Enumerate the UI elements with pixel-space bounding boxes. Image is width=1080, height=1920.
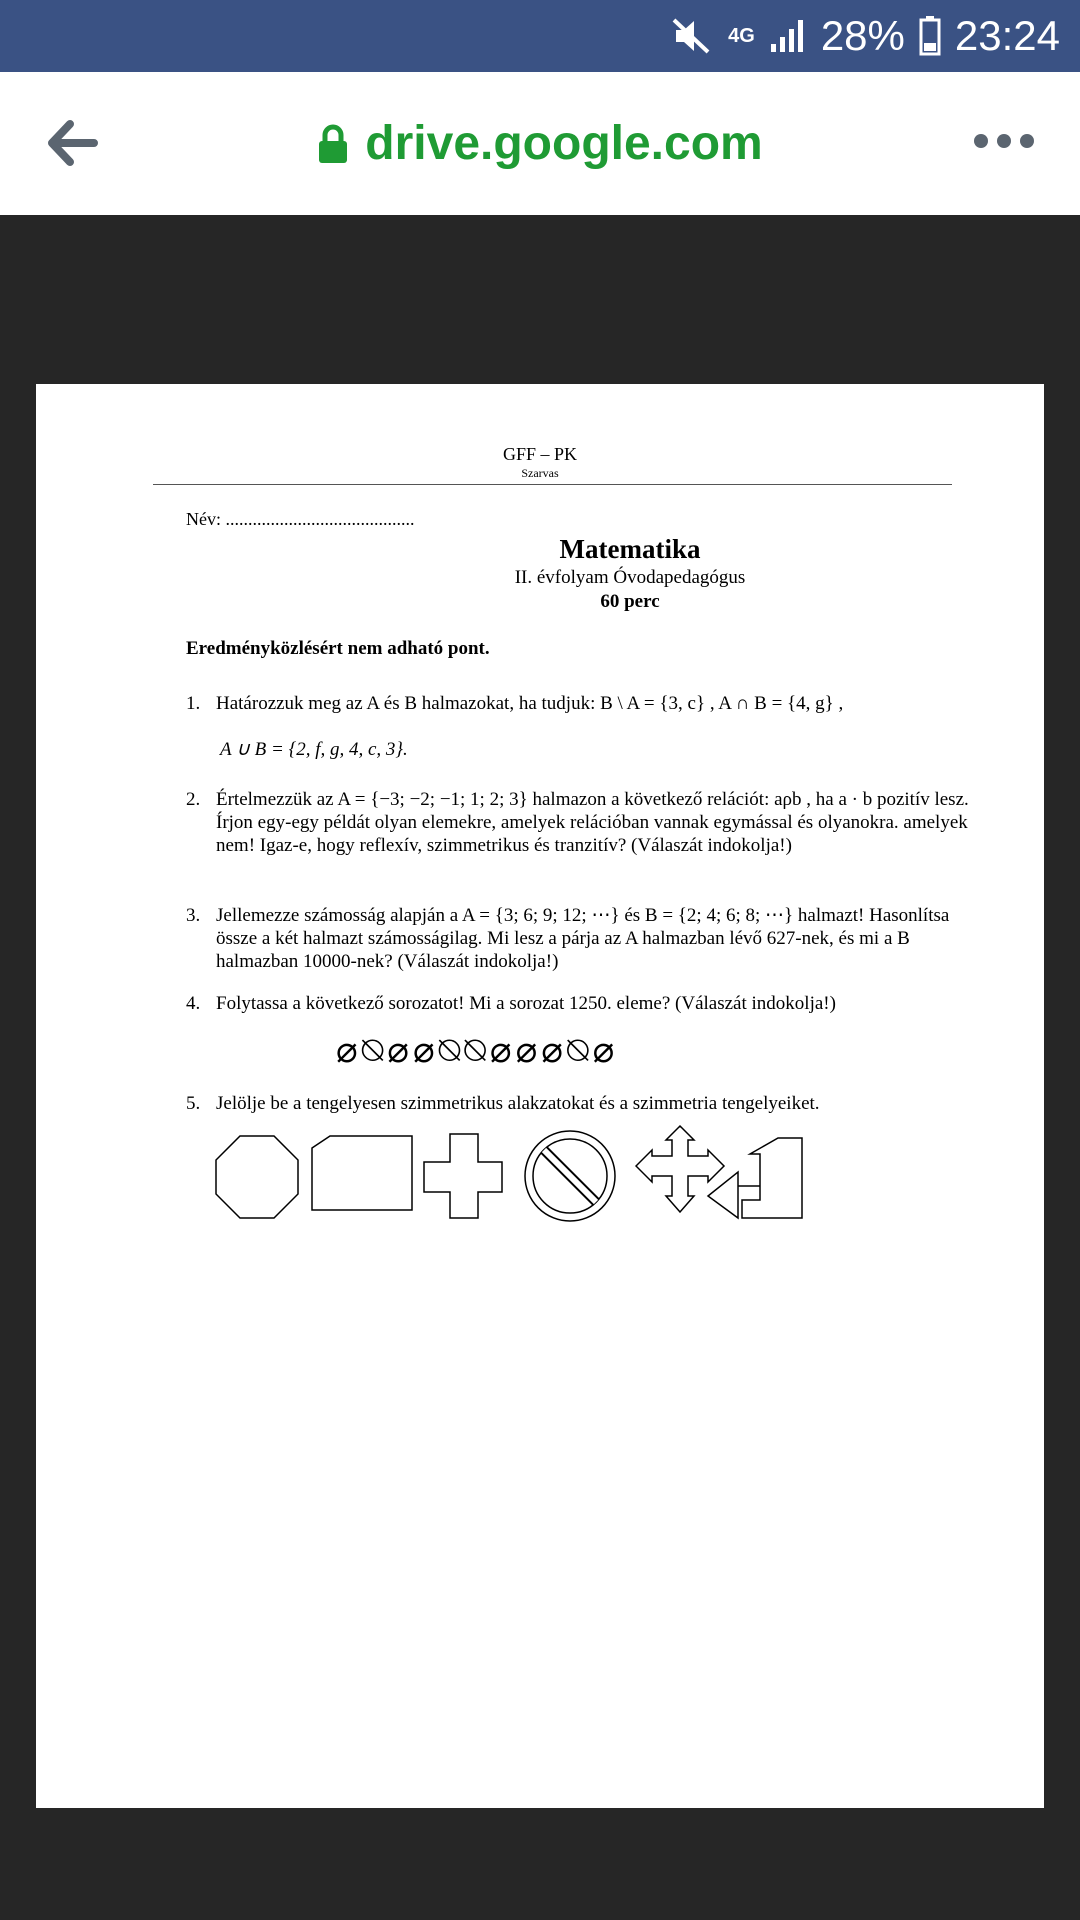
sequence-symbol: ⌀: [515, 1029, 538, 1070]
sequence-symbol: ⍉: [464, 1029, 486, 1070]
shapes-row: [212, 1124, 932, 1234]
question-4-text: Folytassa a következő sorozatot! Mi a sorozat 1250. eleme? (Válaszát indokolja!): [216, 993, 836, 1014]
mute-icon: [670, 16, 714, 56]
name-field: Név: ..........................................: [186, 509, 415, 529]
question-number: 5.: [186, 1093, 201, 1114]
question-number: 1.: [186, 693, 201, 714]
question-number: 4.: [186, 993, 201, 1014]
no-sign-shape: [525, 1131, 615, 1221]
sequence-symbol: ⌀: [592, 1029, 615, 1070]
network-type: 4G: [728, 25, 755, 47]
doc-note: Eredményközlésért nem adható pont.: [186, 638, 490, 659]
rectangle-shape: [312, 1136, 412, 1210]
question-1-line2: A ∪ B = {2, f, g, 4, c, 3}.: [220, 739, 408, 760]
document-page: [36, 384, 1044, 1808]
sequence-symbol: ⌀: [541, 1029, 563, 1070]
browser-toolbar: [0, 72, 1080, 215]
address-bar[interactable]: [0, 72, 1080, 215]
sequence-symbol: ⌀: [412, 1029, 435, 1070]
sequence-symbol: ⍉: [361, 1029, 384, 1070]
sequence-symbol: ⌀: [387, 1029, 409, 1070]
corner-arrow-shape: [708, 1138, 802, 1218]
question-number: 3.: [186, 905, 201, 926]
clock: 23:24: [954, 12, 1060, 59]
signal-icon: [769, 18, 807, 54]
question-number: 2.: [186, 789, 201, 810]
battery-icon: [919, 16, 941, 56]
sequence-symbol: ⌀: [489, 1029, 512, 1070]
sequence-symbol: ⍉: [566, 1029, 589, 1070]
battery-percent: 28%: [820, 12, 905, 59]
doc-duration: 60 perc: [600, 591, 660, 612]
more-icon[interactable]: [974, 134, 1034, 148]
question-5-text: Jelölje be a tengelyesen szimmetrikus alakzatokat és a szimmetria tengelyeiket.: [216, 1093, 820, 1114]
octagon-shape: [216, 1136, 298, 1218]
doc-subtitle: II. évfolyam Óvodapedagógus: [514, 567, 746, 588]
lock-icon: [317, 124, 349, 164]
doc-title: Matematika: [559, 534, 701, 564]
question-1-line1: Határozzuk meg az A és B halmazokat, ha tudjuk: B \ A = {3, c} , A ∩ B = {4, g} ,: [216, 693, 844, 714]
four-arrows-shape: [636, 1126, 724, 1212]
cross-shape: [424, 1134, 502, 1218]
url-text: drive.google.com: [365, 117, 763, 170]
symbol-sequence: [336, 1029, 614, 1072]
sequence-symbol: ⌀: [336, 1029, 358, 1070]
doc-header-sub: Szarvas: [521, 466, 559, 480]
question-2-text: Értelmezzük az A = {−3; −2; −1; 1; 2; 3} halmazon a következő relációt: aρb , ha a · b pozitív lesz. Írjon egy-egy példát olyan elemekre, amelyek relációban vannak egymással és olyanokra. amelyek nem! Igaz-e, hogy reflexív, szimmetrikus és tranzitív? (Válaszát indokolja!): [216, 789, 969, 856]
status-bar: [0, 0, 1080, 72]
header-divider: [153, 484, 952, 485]
sequence-symbol: ⍉: [438, 1029, 461, 1070]
doc-header-title: GFF – PK: [502, 444, 578, 464]
question-3-text: Jellemezze számosság alapján a A = {3; 6; 9; 12; ⋯} és B = {2; 4; 6; 8; ⋯} halmazt! Hasonlítsa össze a két halmazt számosságilag. Mi lesz a párja az A halmazban lévő 627-nek, és mi a B halmazban 10000-nek? (Válaszát indokolja!): [216, 905, 950, 972]
